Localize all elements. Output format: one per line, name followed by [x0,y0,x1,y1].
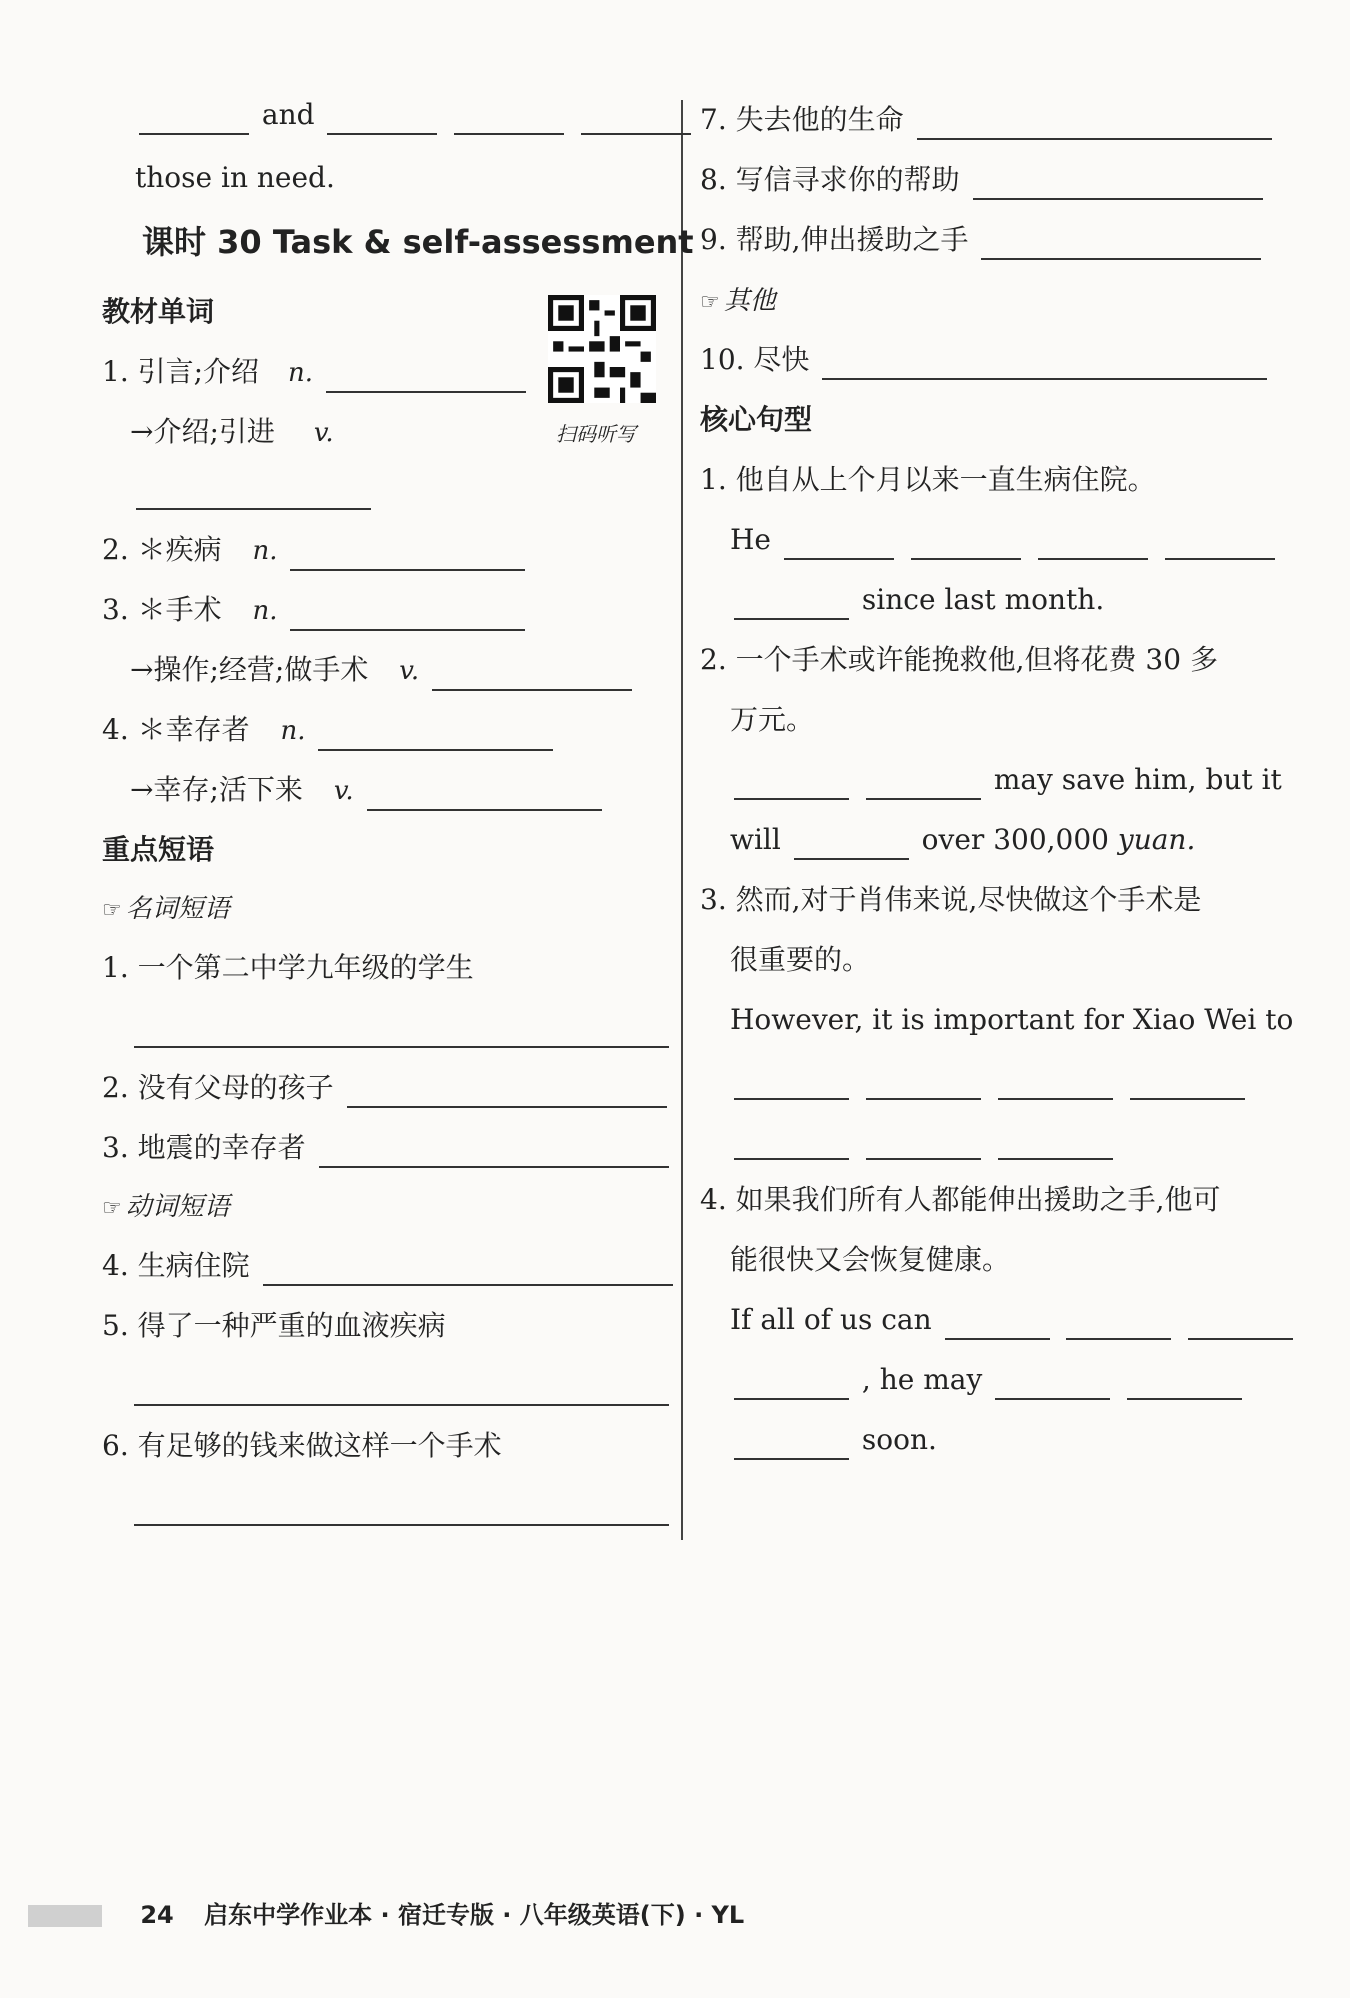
phrase-item-8: 8. 写信寻求你的帮助 [700,160,1267,200]
others-label: ☞ 其他 [700,286,776,316]
vocab-item-3-derivative: →操作;经营;做手术 v. [130,650,636,691]
sentence-4-en-b: , he may [730,1360,1246,1400]
pointing-hand-icon: ☞ [102,898,122,923]
sentence-4-en-c: soon. [730,1420,937,1460]
phrase-item-6-blank [130,1486,673,1526]
answer-blank[interactable] [136,478,371,510]
answer-blank[interactable] [734,1068,849,1100]
vocab-heading: 教材单词 [102,295,215,328]
answer-blank[interactable] [432,659,632,691]
sentence-2-en-a: may save him, but it [730,760,1282,800]
answer-blank[interactable] [290,599,525,631]
book-title: 启东中学作业本 · 宿迁专版 · 八年级英语(下) · YL [204,1901,745,1929]
answer-blank[interactable] [134,1494,669,1526]
sentence-3-en-b [730,1060,1249,1100]
answer-blank[interactable] [290,539,525,571]
answer-blank[interactable] [998,1068,1113,1100]
phrase-item-4: 4. 生病住院 [102,1246,677,1286]
sentence-2-cn-a: 2. 一个手术或许能挽救他,但将花费 30 多 [700,643,1218,676]
answer-blank[interactable] [1127,1368,1242,1400]
sentence-1-en-a: He [730,520,1279,560]
answer-blank[interactable] [1165,528,1275,560]
sentence-4-cn-a: 4. 如果我们所有人都能伸出援助之手,他可 [700,1183,1221,1216]
vocab-item-4: 4. ＊幸存者 n. [102,710,557,751]
phrase-item-10: 10. 尽快 [700,340,1271,380]
answer-blank[interactable] [734,768,849,800]
answer-blank[interactable] [318,719,553,751]
top-fill-line: and [135,95,695,135]
answer-blank[interactable] [998,1128,1113,1160]
sentence-heading: 核心句型 [700,403,813,436]
vocab-item-1-derivative-blank [132,470,375,510]
answer-blank[interactable] [866,1068,981,1100]
answer-blank[interactable] [263,1254,673,1286]
top-continuation: those in need. [135,161,335,194]
phrase-item-5: 5. 得了一种严重的血液疾病 [102,1309,446,1342]
blank[interactable] [581,103,691,135]
answer-blank[interactable] [1038,528,1148,560]
answer-blank[interactable] [794,828,909,860]
sentence-3-cn-b: 很重要的。 [730,943,871,976]
noun-phrases-label: ☞ 名词短语 [102,894,230,924]
vocab-item-3: 3. ＊手术 n. [102,590,529,631]
vocab-item-2: 2. ＊疾病 n. [102,530,529,571]
sentence-1-en-b: since last month. [730,580,1104,620]
lesson-title: 课时 30 Task & self-assessment [142,223,694,261]
blank[interactable] [139,103,249,135]
pointing-hand-icon: ☞ [700,290,720,315]
answer-blank[interactable] [784,528,894,560]
column-divider [681,100,683,1540]
phrase-item-1-blank [130,1008,673,1048]
answer-blank[interactable] [822,348,1267,380]
phrase-item-6: 6. 有足够的钱来做这样一个手术 [102,1429,502,1462]
answer-blank[interactable] [134,1016,669,1048]
answer-blank[interactable] [995,1368,1110,1400]
page-number: 24 [140,1901,174,1929]
phrase-item-2: 2. 没有父母的孩子 [102,1068,671,1108]
answer-blank[interactable] [1130,1068,1245,1100]
answer-blank[interactable] [347,1076,667,1108]
phrase-item-9: 9. 帮助,伸出援助之手 [700,220,1265,260]
blank[interactable] [327,103,437,135]
sentence-4-en-a: If all of us can [730,1300,1297,1340]
phrase-item-5-blank [130,1366,673,1406]
answer-blank[interactable] [1188,1308,1293,1340]
answer-blank[interactable] [945,1308,1050,1340]
answer-blank[interactable] [917,108,1272,140]
vocab-item-1-derivative: →介绍;引进 v. [130,415,334,448]
answer-blank[interactable] [326,361,526,393]
qr-code-icon[interactable] [548,295,656,403]
sentence-1-cn: 1. 他自从上个月以来一直生病住院。 [700,463,1156,496]
vocab-item-1: 1. 引言;介绍 n. [102,352,530,393]
answer-blank[interactable] [911,528,1021,560]
sentence-2-cn-b: 万元。 [730,703,815,736]
sentence-2-en-b: will over 300,000 yuan. [730,820,1195,860]
answer-blank[interactable] [367,779,602,811]
sentence-3-cn-a: 3. 然而,对于肖伟来说,尽快做这个手术是 [700,883,1202,916]
phrase-item-3: 3. 地震的幸存者 [102,1128,673,1168]
answer-blank[interactable] [734,588,849,620]
qr-caption: 扫码听写 [556,422,636,446]
phrase-item-1: 1. 一个第二中学九年级的学生 [102,951,474,984]
answer-blank[interactable] [973,168,1263,200]
verb-phrases-label: ☞ 动词短语 [102,1192,230,1222]
answer-blank[interactable] [1066,1308,1171,1340]
sentence-3-en-a: However, it is important for Xiao Wei to [730,1003,1294,1036]
phrase-item-7: 7. 失去他的生命 [700,100,1276,140]
answer-blank[interactable] [866,768,981,800]
pointing-hand-icon: ☞ [102,1196,122,1221]
answer-blank[interactable] [734,1128,849,1160]
phrase-heading: 重点短语 [102,833,215,866]
footer-bar [28,1905,102,1927]
answer-blank[interactable] [134,1374,669,1406]
answer-blank[interactable] [319,1136,669,1168]
answer-blank[interactable] [981,228,1261,260]
answer-blank[interactable] [866,1128,981,1160]
blank[interactable] [454,103,564,135]
sentence-3-en-c [730,1120,1117,1160]
page-footer [28,1895,744,1930]
answer-blank[interactable] [734,1428,849,1460]
sentence-4-cn-b: 能很快又会恢复健康。 [730,1243,1011,1276]
answer-blank[interactable] [734,1368,849,1400]
vocab-item-4-derivative: →幸存;活下来 v. [130,770,606,811]
